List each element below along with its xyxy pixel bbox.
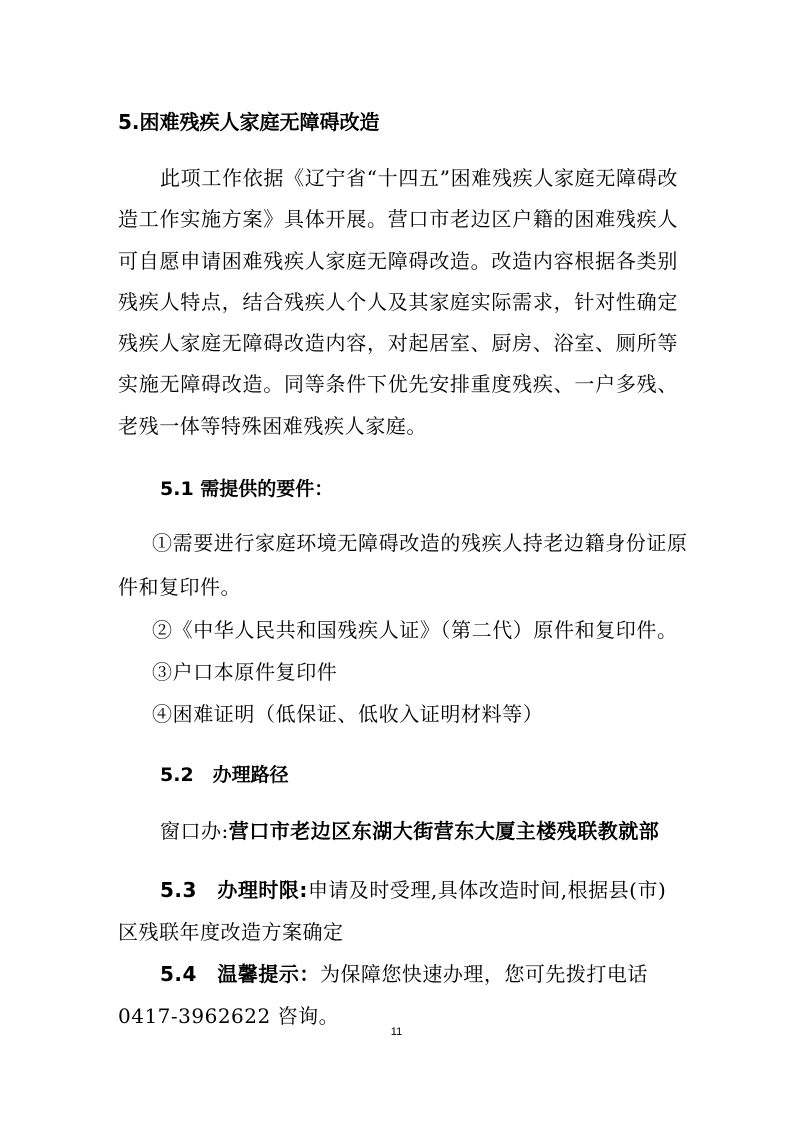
- requirement-item-4: ④困难证明（低保证、低收入证明材料等）: [152, 702, 544, 726]
- time-limit-text: 申请及时受理,具体改造时间,根据县(市): [307, 878, 667, 902]
- requirements-heading: 5.1 需提供的要件：: [160, 478, 334, 500]
- time-limit-label: 5.3 办理时限:: [160, 878, 308, 902]
- reminder-phone-line: 0417-3962622 咨询。: [118, 1004, 340, 1028]
- section-title: 5.困难残疾人家庭无障碍改造: [118, 110, 380, 134]
- time-limit-line: [160, 874, 666, 903]
- requirement-item-3: ③户口本原件复印件: [152, 660, 338, 684]
- reminder-line: [160, 958, 648, 987]
- window-office-line: [160, 815, 659, 844]
- window-office-address: 营口市老边区东湖大街营东大厦主楼残联教就部: [228, 819, 660, 843]
- reminder-text: 为保障您快速办理，您可先拨打电话: [319, 962, 648, 986]
- requirement-item-1-continued: 件和复印件。: [118, 575, 241, 599]
- route-heading: 5.2 办理路径: [160, 764, 289, 786]
- time-limit-text-continued: 区残联年度改造方案确定: [118, 920, 344, 944]
- requirement-item-1: ①需要进行家庭环境无障碍改造的残疾人持老边籍身份证原: [152, 531, 688, 555]
- page-number: 11: [390, 1026, 403, 1038]
- requirement-item-2: ②《中华人民共和国残疾人证》（第二代）原件和复印件。: [152, 618, 678, 642]
- reminder-label: 5.4 温馨提示：: [160, 962, 320, 986]
- intro-paragraph: 此项工作依据《辽宁省“十四五”困难残疾人家庭无障碍改造工作实施方案》具体开展。营口市老边区户籍的困难残疾人可自愿申请困难残疾人家庭无障碍改造。改造内容根据各类别残疾人特点，结合残疾人个人及其家庭实际需求，针对性确定残疾人家庭无障碍改造内容，对起居室、厨房、浴室、厕所等实施无障碍改造。同等条件下优先安排重度残疾、一户多残、老残一体等特殊困难残疾人家庭。: [118, 166, 678, 438]
- window-office-label: 窗口办:: [160, 819, 229, 843]
